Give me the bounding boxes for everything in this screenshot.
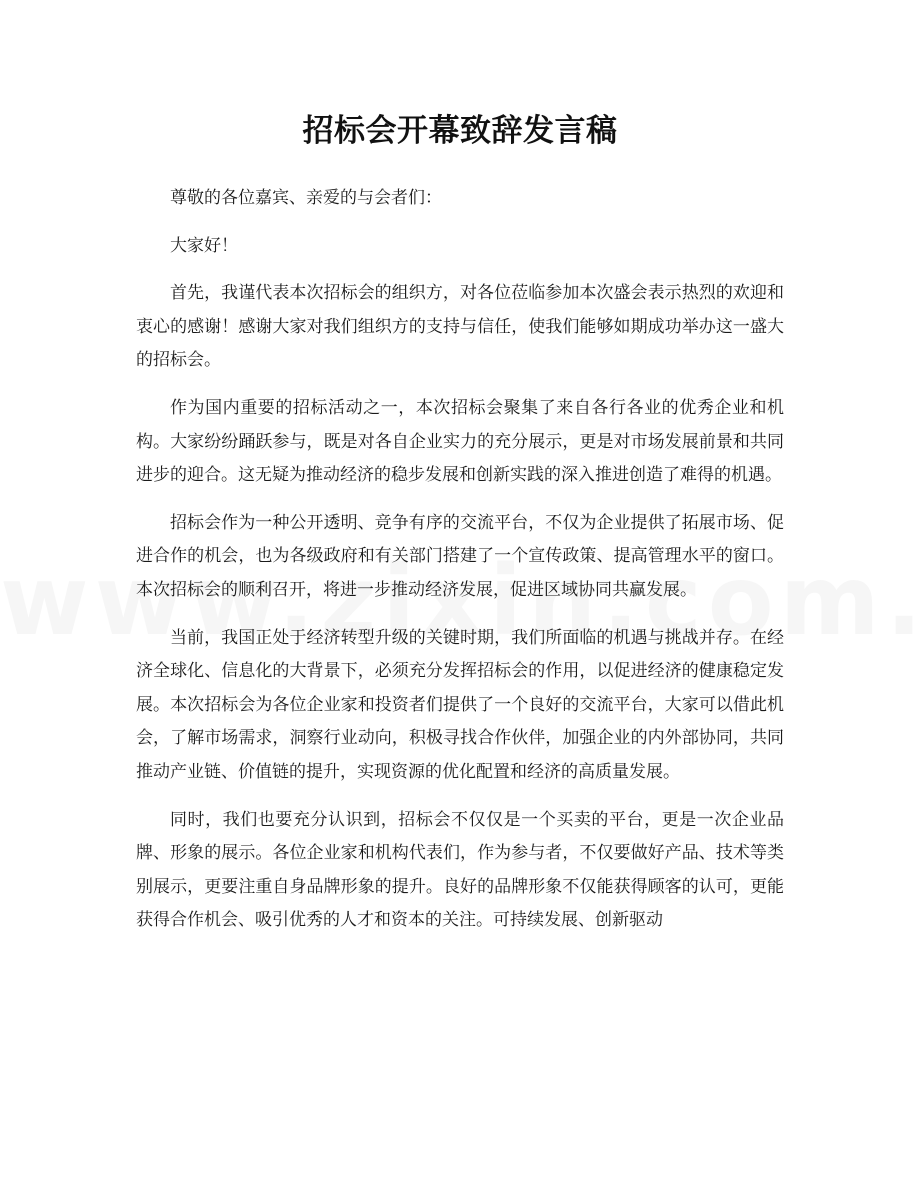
body-paragraph: 当前，我国正处于经济转型升级的关键时期，我们所面临的机遇与挑战并存。在经济全球化、信息化的大背景下，必须充分发挥招标会的作用，以促进经济的健康稳定发展。本次招标会为各位企业家和投资者们提供了一个良好的交流平台，大家可以借此机会，了解市场需求，洞察行业动向，积极寻找合作伙伴，加强企业的内外部协同，共同推动产业链、价值链的提升，实现资源的优化配置和经济的高质量发展。	[136, 627, 784, 782]
salutation: 尊敬的各位嘉宾、亲爱的与会者们：	[170, 188, 442, 208]
greeting: 大家好！	[170, 235, 238, 256]
body-paragraph: 同时，我们也要充分认识到，招标会不仅仅是一个买卖的平台，更是一次企业品牌、形象的展示。各位企业家和机构代表们，作为参与者，不仅要做好产品、技术等类别展示，更要注重自身品牌形象的提升。良好的品牌形象不仅能获得顾客的认可，更能获得合作机会、吸引优秀的人才和资本的关注。可持续发展、创新驱动	[136, 809, 784, 931]
page-title: 招标会开幕致辞发言稿	[302, 113, 618, 149]
body-paragraph: 首先，我谨代表本次招标会的组织方，对各位莅临参加本次盛会表示热烈的欢迎和衷心的感谢！感谢大家对我们组织方的支持与信任，使我们能够如期成功举办这一盛大的招标会。	[136, 283, 784, 371]
body-paragraph: 作为国内重要的招标活动之一，本次招标会聚集了来自各行各业的优秀企业和机构。大家纷纷踊跃参与，既是对各自企业实力的充分展示，更是对市场发展前景和共同进步的迎合。这无疑为推动经济的稳步发展和创新实践的深入推进创造了难得的机遇。	[136, 397, 784, 486]
body-paragraph: 招标会作为一种公开透明、竞争有序的交流平台，不仅为企业提供了拓展市场、促进合作的机会，也为各级政府和有关部门搭建了一个宣传政策、提高管理水平的窗口。本次招标会的顺利召开，将进一步推动经济发展，促进区域协同共赢发展。	[136, 512, 784, 600]
